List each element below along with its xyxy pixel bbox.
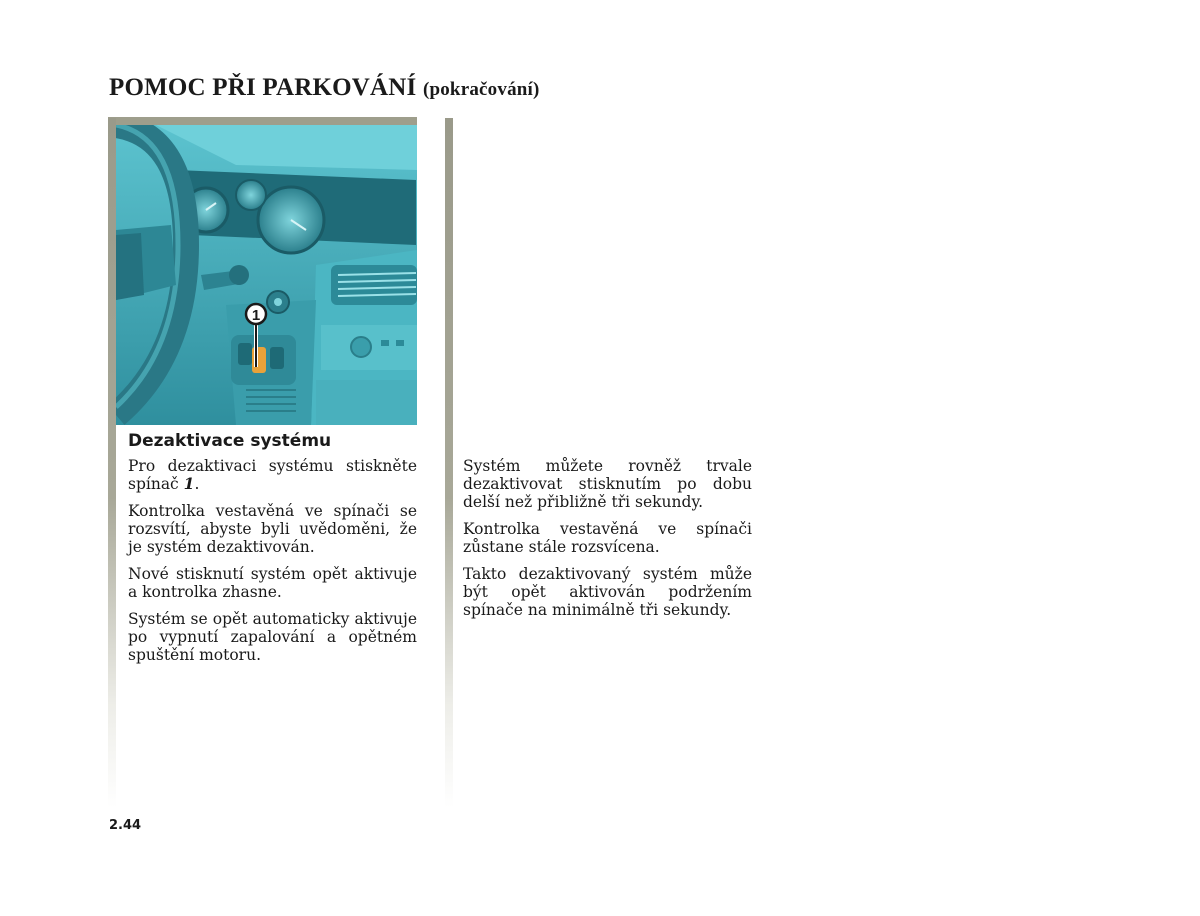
paragraph: Systém se opět automaticky aktivuje po vypnutí zapalování a opětném spuštění motoru.	[128, 610, 417, 664]
dashboard-illustration	[116, 125, 417, 425]
page-number: 2.44	[109, 818, 142, 833]
switch-reference: 1	[183, 474, 195, 493]
callout-number-1: 1	[251, 307, 261, 324]
left-column-divider	[108, 118, 116, 808]
paragraph-text: Pro dezaktivaci systému stiskněte spínač	[128, 457, 417, 493]
paragraph-end: .	[194, 475, 200, 493]
figure-top-strip	[108, 117, 417, 125]
paragraph: Systém můžete rovněž trvale dezaktivovat stisknutím po dobu delší než přibližně tři sekundy.	[463, 457, 752, 511]
paragraph: Kontrolka vestavěná ve spínači se rozsvítí, abyste byli uvědoměni, že je systém dezaktivován.	[128, 502, 417, 556]
paragraph: Nové stisknutí systém opět aktivuje a kontrolka zhasne.	[128, 565, 417, 601]
right-column-divider	[445, 118, 453, 808]
paragraph: Takto dezaktivovaný systém může být opět aktivován podržením spínače na minimálně tři sekundy.	[463, 565, 752, 619]
paragraph: Kontrolka vestavěná ve spínači zůstane stále rozsvícena.	[463, 520, 752, 556]
section-heading: Dezaktivace systému	[128, 431, 332, 451]
page-title	[109, 74, 540, 102]
left-text-column	[128, 457, 417, 673]
paragraph	[128, 457, 417, 493]
right-text-column	[463, 457, 752, 628]
title-main: POMOC PŘI PARKOVÁNÍ	[109, 74, 417, 101]
title-continuation: (pokračování)	[422, 79, 540, 100]
